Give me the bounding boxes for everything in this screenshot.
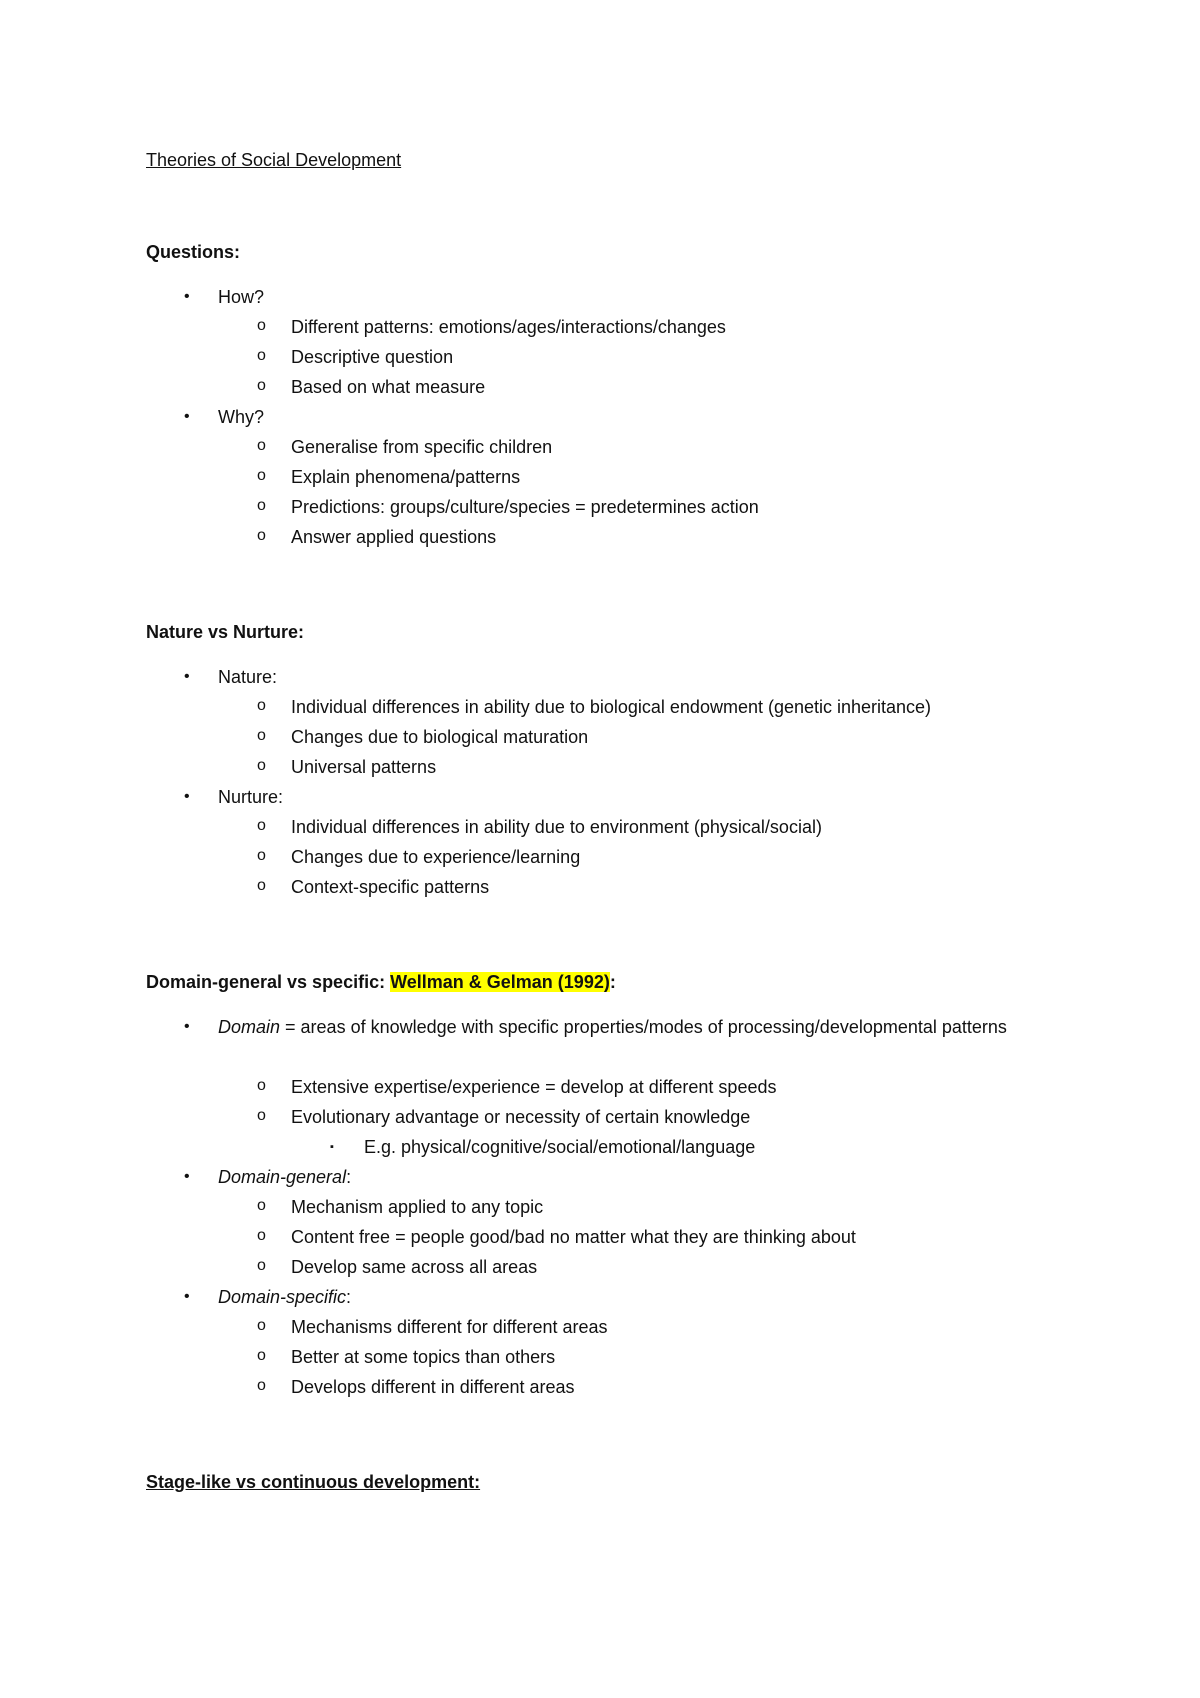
sub-bullet-icon: o <box>257 467 266 484</box>
sub-bullet-icon: o <box>257 817 266 834</box>
sub-bullet-icon: o <box>257 1347 266 1364</box>
square-bullet-icon: ▪ <box>330 1141 334 1153</box>
sub-bullet-icon: o <box>257 1077 266 1094</box>
sub-bullet-icon: o <box>257 1227 266 1244</box>
sub-bullet-icon: o <box>257 697 266 714</box>
page-title: Theories of Social Development <box>146 150 402 170</box>
sub-bullet-icon: o <box>257 1197 266 1214</box>
sub-bullet-icon: o <box>257 727 266 744</box>
domain-heading: Domain-general vs specific: Wellman & Gelman (1992): <box>146 972 616 992</box>
bullet-icon: • <box>184 788 190 805</box>
citation-highlight: Wellman & Gelman (1992) <box>390 972 610 992</box>
stage-heading: Stage-like vs continuous development: <box>146 1472 481 1492</box>
sub-bullet-icon: o <box>257 1317 266 1334</box>
bullet-icon: • <box>184 1288 190 1305</box>
bullet-icon: • <box>184 1018 190 1035</box>
sub-bullet-icon: o <box>257 347 266 364</box>
sub-bullet-icon: o <box>257 847 266 864</box>
sub-bullet-icon: o <box>257 1107 266 1124</box>
questions-heading: Questions: <box>146 242 241 262</box>
bullet-icon: • <box>184 288 190 305</box>
bullet-icon: • <box>184 668 190 685</box>
sub-bullet-icon: o <box>257 527 266 544</box>
sub-bullet-icon: o <box>257 377 266 394</box>
sub-bullet-icon: o <box>257 757 266 774</box>
sub-bullet-icon: o <box>257 437 266 454</box>
document-page: Theories of Social Development Questions: • How? o Different patterns: emotions/ages/interactions/changes o Descriptive question o Based on what measure • Why? o Generalise from specific children o Explain phenomena/patterns o Predictions: groups/culture/species = predetermines action o Answer applied questions Nature vs Nurture: • Nature: o Individual differences in ability due to biological endowment (genetic inheritance) o Changes due to biological maturation o Universal patterns • Nurture: o Individual differences in ability due to environment (physical/social) o Changes due to experience/learning o Context-specific patterns Domain-general vs specific: Wellman & Gelman (1992): • Domain = areas of knowledge with specific properties/modes of processing/developmental patterns o Extensive expertise/experience = develop at different speeds o Evolutionary advantage or necessity of certain knowledge ▪ E.g. physical/cognitive/social/emotional/language • Domain-general: o Mechanism applied to any topic o Content free = people good/bad no matter what they are thinking about o Develop same across all areas • Domain-specific: o Mechanisms different for different areas o Better at some topics than others o Develops different in different areas Stage-like vs continuous development: <box>0 0 1200 1698</box>
sub-bullet-icon: o <box>257 877 266 894</box>
sub-bullet-icon: o <box>257 317 266 334</box>
sub-bullet-icon: o <box>257 497 266 514</box>
bullet-icon: • <box>184 408 190 425</box>
sub-bullet-icon: o <box>257 1377 266 1394</box>
nature-nurture-heading: Nature vs Nurture: <box>146 622 305 642</box>
sub-bullet-icon: o <box>257 1257 266 1274</box>
bullet-icon: • <box>184 1168 190 1185</box>
